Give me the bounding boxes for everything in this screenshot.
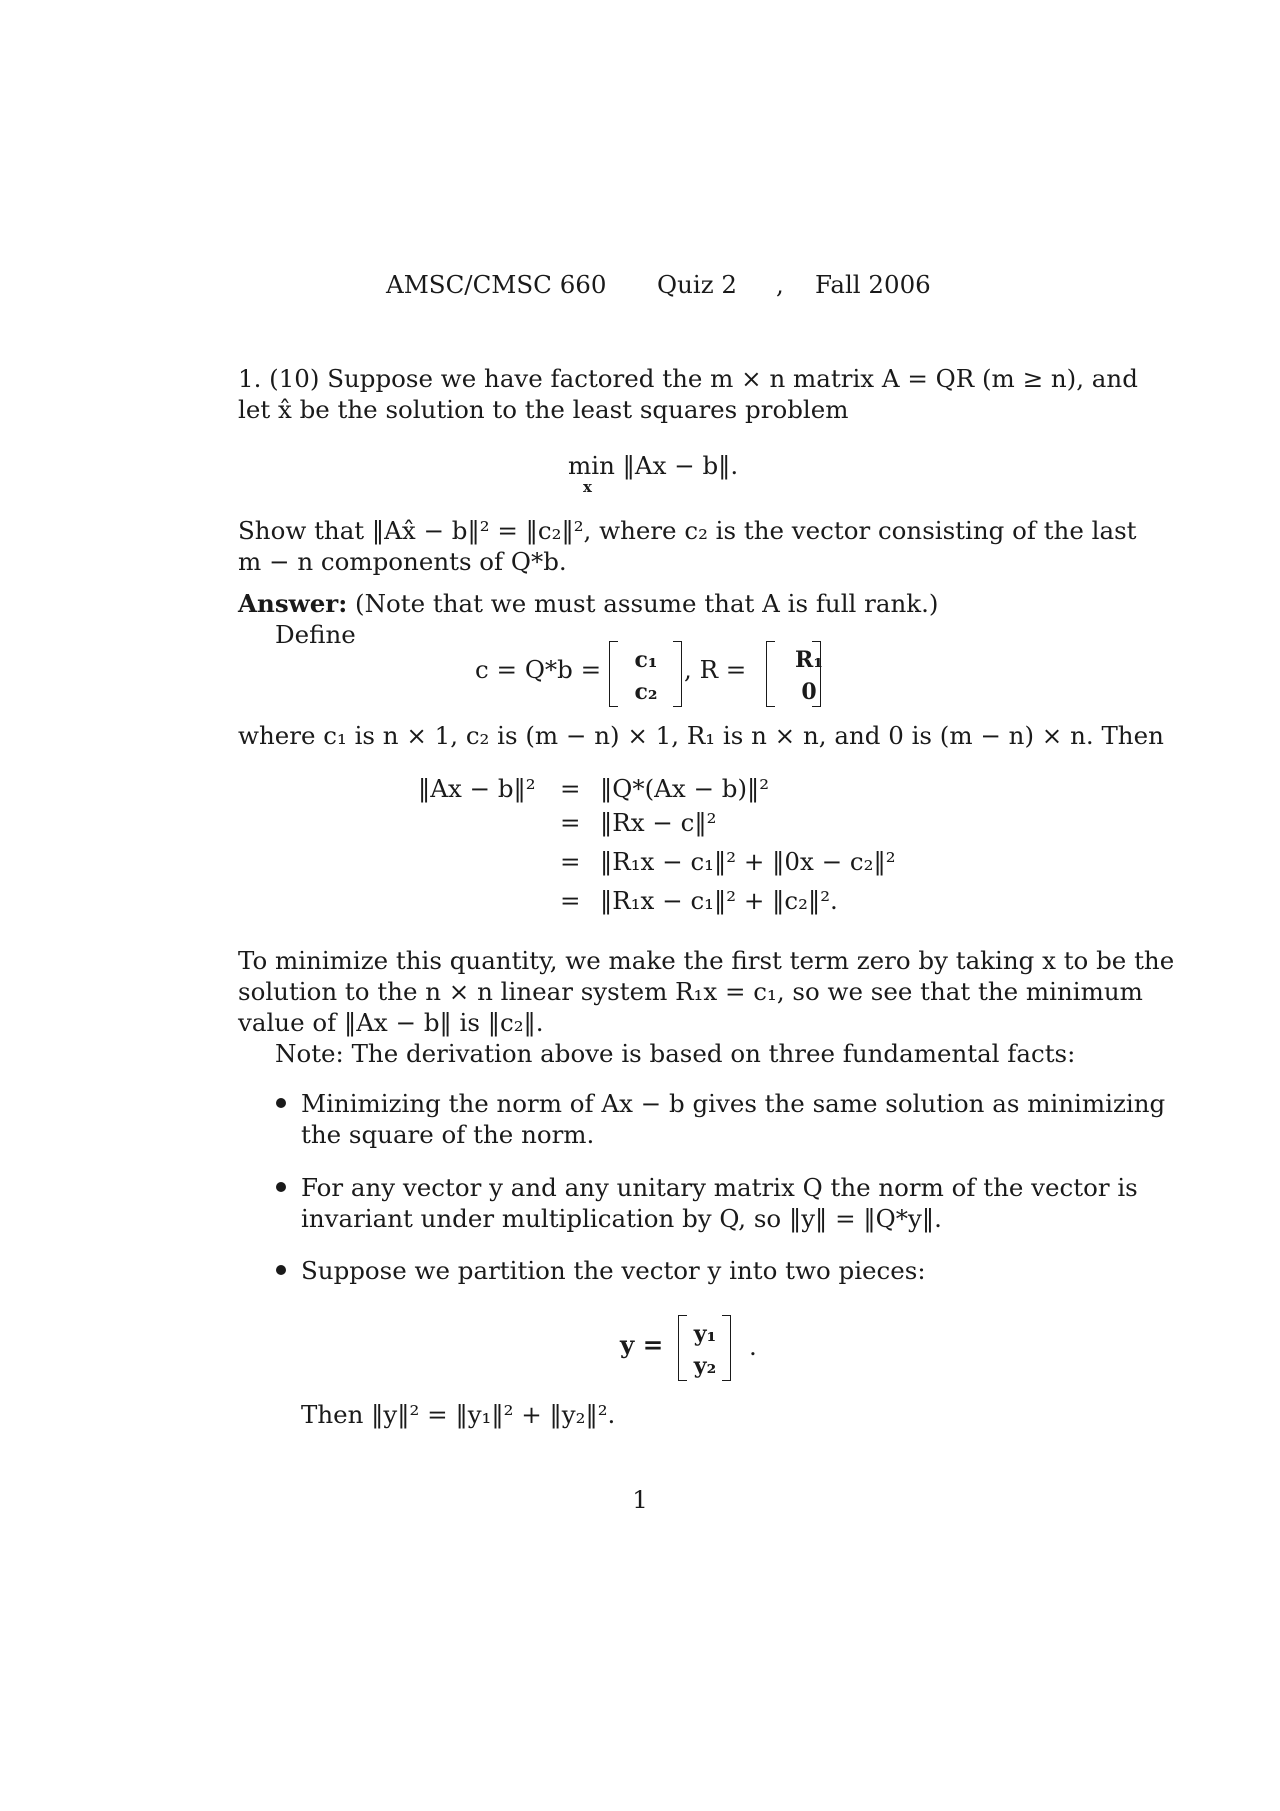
quiz-title: Quiz 2 (657, 270, 737, 299)
bullet-icon (276, 1265, 286, 1275)
equals-sign: = (560, 808, 581, 837)
y-vector-period: . (749, 1332, 757, 1361)
display-min-subscript: x (583, 478, 592, 496)
left-bracket (609, 641, 618, 707)
show-line-1: Show that ‖Ax̂ − b‖² = ‖c₂‖², where c₂ is the vector consisting of the last (238, 516, 1137, 545)
course-code: AMSC/CMSC 660 (386, 270, 607, 299)
vector-entry-c1: c₁ (634, 647, 658, 673)
term-label: Fall 2006 (815, 270, 931, 299)
minimize-line-3: value of ‖Ax − b‖ is ‖c₂‖. (238, 1008, 544, 1037)
bullet-icon (276, 1098, 286, 1108)
problem-line-1: 1. (10) Suppose we have factored the m × n matrix A = QR (m ≥ n), and (238, 364, 1138, 393)
equation-lhs: ‖Ax − b‖² (418, 774, 536, 803)
vector-entry-c2: c₂ (634, 679, 658, 705)
right-bracket (673, 641, 682, 707)
show-line-2: m − n components of Q*b. (238, 547, 567, 576)
right-bracket (722, 1315, 731, 1381)
fact-1-line-1: Minimizing the norm of Ax − b gives the same solution as minimizing (301, 1089, 1166, 1118)
where-line: where c₁ is n × 1, c₂ is (m − n) × 1, R₁ is n × n, and 0 is (m − n) × n. Then (238, 721, 1164, 750)
equals-sign: = (560, 847, 581, 876)
display-min-expression: min ‖Ax − b‖. (568, 451, 739, 480)
define-word: Define (275, 620, 356, 649)
answer-label: Answer: (238, 589, 348, 618)
bullet-icon (276, 1182, 286, 1192)
left-bracket (766, 641, 775, 707)
right-bracket (812, 641, 821, 707)
vector-entry-y1: y₁ (693, 1321, 717, 1347)
page-number: 1 (632, 1485, 648, 1514)
answer-heading (238, 588, 1074, 619)
note-line: Note: The derivation above is based on three fundamental facts: (275, 1039, 1076, 1068)
minimize-line-1: To minimize this quantity, we make the first term zero by taking x to be the (238, 946, 1175, 975)
definition-mid: , R = (684, 655, 747, 684)
header-separator: , (776, 270, 784, 299)
equation-rhs: ‖Rx − c‖² (600, 808, 717, 837)
fact-2-line-2: invariant under multiplication by Q, so ‖y‖ = ‖Q*y‖. (301, 1204, 942, 1233)
fact-2-line-1: For any vector y and any unitary matrix Q the norm of the vector is (301, 1173, 1138, 1202)
left-bracket (678, 1315, 687, 1381)
equation-rhs: ‖R₁x − c₁‖² + ‖c₂‖². (600, 886, 838, 915)
answer-note: (Note that we must assume that A is full rank.) (355, 589, 939, 618)
equation-rhs: ‖Q*(Ax − b)‖² (600, 774, 770, 803)
equals-sign: = (560, 886, 581, 915)
fact-1-line-2: the square of the norm. (301, 1120, 595, 1149)
equation-rhs: ‖R₁x − c₁‖² + ‖0x − c₂‖² (600, 847, 896, 876)
vector-entry-y2: y₂ (693, 1353, 717, 1379)
matrix-entry-r1: R₁ (795, 647, 823, 673)
fact-3-line-1: Suppose we partition the vector y into two pieces: (301, 1256, 926, 1285)
minimize-line-2: solution to the n × n linear system R₁x = c₁, so we see that the minimum (238, 977, 1143, 1006)
then-line: Then ‖y‖² = ‖y₁‖² + ‖y₂‖². (301, 1400, 616, 1429)
y-vector-lhs: y = (620, 1330, 664, 1359)
definition-lhs: c = Q*b = (475, 655, 602, 684)
equals-sign: = (560, 774, 581, 803)
problem-line-2: let x̂ be the solution to the least squares problem (238, 395, 849, 424)
matrix-entry-zero: 0 (801, 679, 817, 705)
